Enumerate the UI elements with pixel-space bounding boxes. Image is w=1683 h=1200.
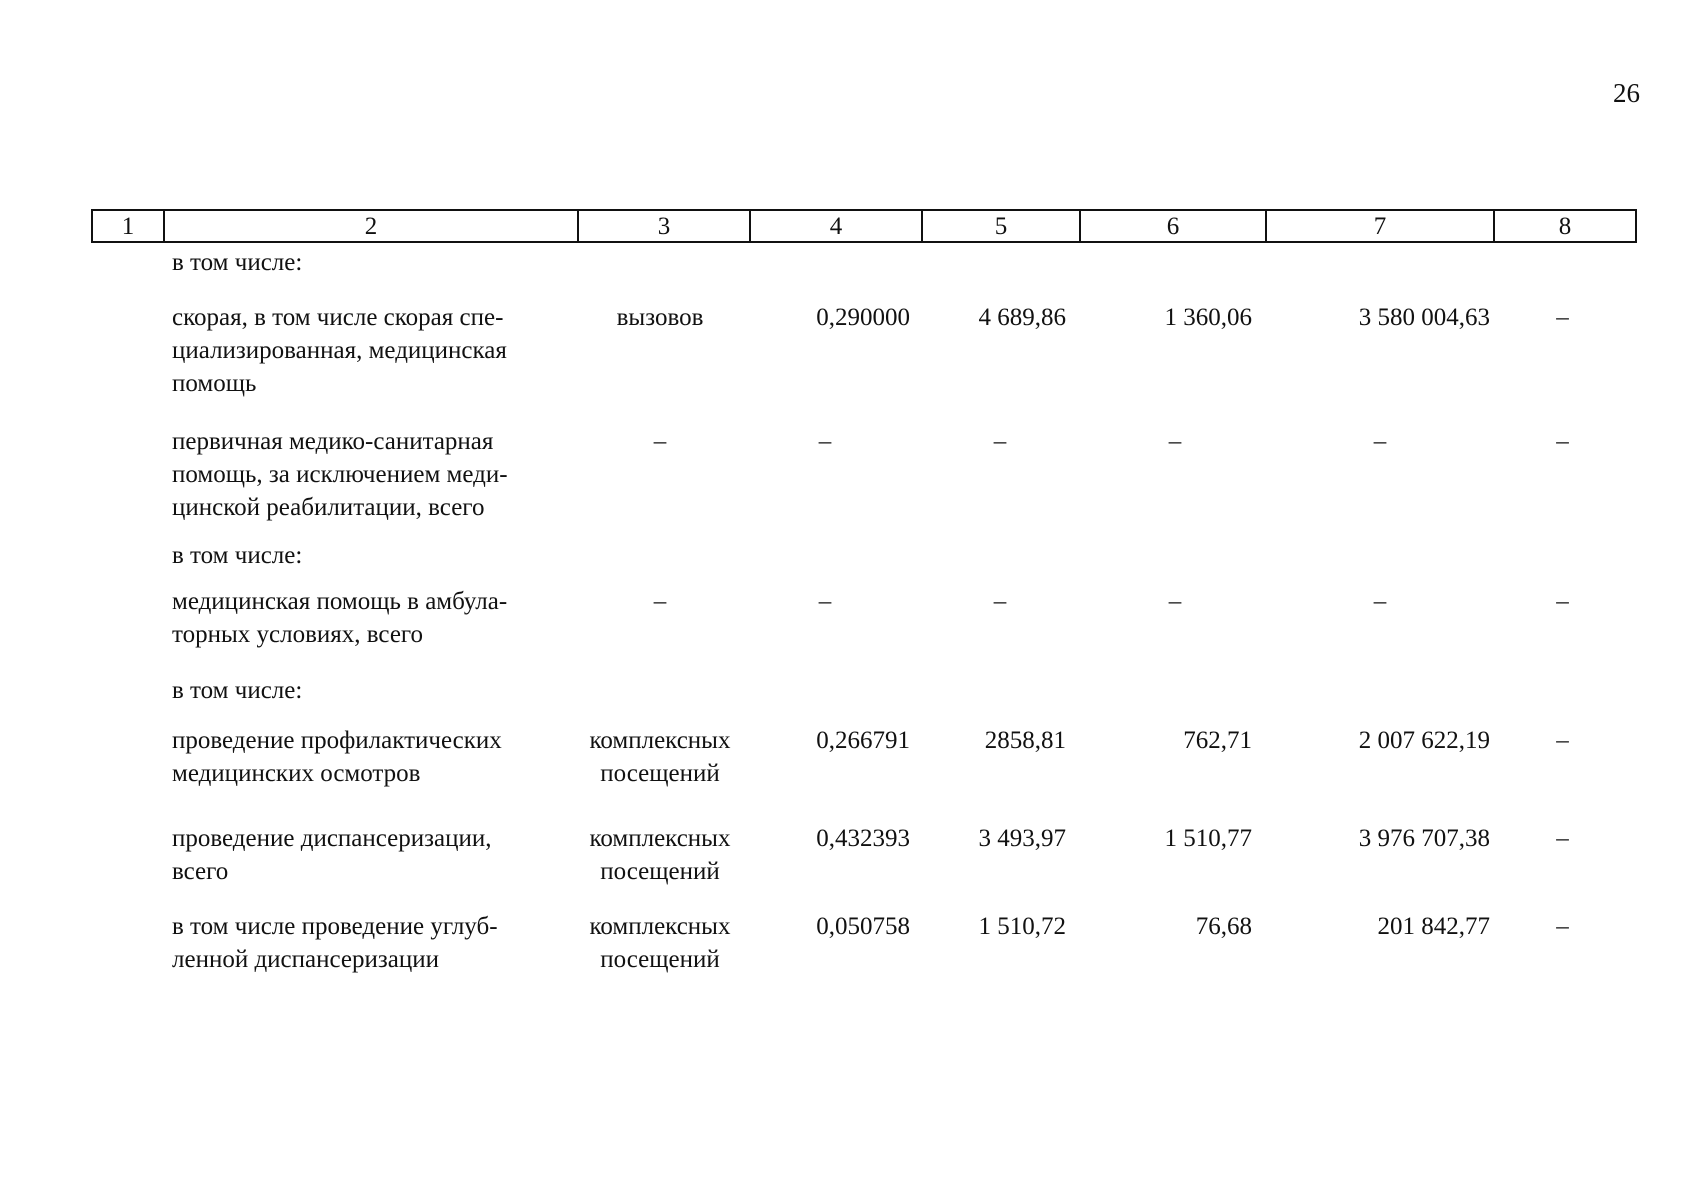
value-col7: 201 842,77: [1377, 913, 1490, 940]
row-description: проведение профилактических медицинских осмотров: [172, 727, 502, 787]
value-col7: –: [1373, 428, 1387, 455]
page-number: 26: [1613, 78, 1640, 108]
row-description: проведение диспансеризации, всего: [172, 825, 492, 885]
value-col7: 2 007 622,19: [1358, 727, 1490, 754]
value-col6: 762,71: [1183, 727, 1252, 754]
value-col4: –: [818, 428, 832, 455]
value-col7: 3 580 004,63: [1358, 304, 1490, 331]
value-col5: 1 510,72: [978, 913, 1066, 940]
value-col5: –: [993, 588, 1007, 615]
value-col4: –: [818, 588, 832, 615]
value-col6: 1 360,06: [1164, 304, 1252, 331]
value-col6: –: [1168, 588, 1182, 615]
column-number-2: 2: [164, 210, 578, 242]
row-description: медицинская помощь в амбула- торных условиях, всего: [172, 588, 508, 648]
row-description: в том числе:: [172, 677, 303, 704]
value-col6: 1 510,77: [1164, 825, 1252, 852]
column-number-7: 7: [1266, 210, 1494, 242]
value-col5: 4 689,86: [978, 304, 1066, 331]
row-description: в том числе:: [172, 542, 303, 569]
unit-cell: комплексных посещений: [589, 825, 731, 885]
value-col4: 0,432393: [816, 825, 910, 852]
value-col4: 0,050758: [816, 913, 910, 940]
value-col5: 3 493,97: [978, 825, 1066, 852]
value-col8: –: [1556, 588, 1569, 615]
unit-cell: комплексных посещений: [589, 913, 731, 973]
unit-cell: вызовов: [616, 304, 704, 331]
row-description: первичная медико-санитарная помощь, за исключением меди- цинской реабилитации, всего: [172, 428, 508, 521]
value-col4: 0,266791: [816, 727, 910, 754]
column-number-4: 4: [750, 210, 922, 242]
unit-cell: –: [653, 588, 667, 615]
unit-cell: –: [653, 428, 667, 455]
value-col5: 2858,81: [984, 727, 1066, 754]
value-col8: –: [1556, 304, 1569, 331]
value-col7: –: [1373, 588, 1387, 615]
value-col4: 0,290000: [816, 304, 910, 331]
value-col8: –: [1556, 825, 1569, 852]
column-number-6: 6: [1080, 210, 1266, 242]
row-description: скорая, в том числе скорая спе- циализированная, медицинская помощь: [172, 304, 507, 397]
value-col7: 3 976 707,38: [1358, 825, 1490, 852]
row-description: в том числе:: [172, 249, 303, 276]
value-col5: –: [993, 428, 1007, 455]
value-col8: –: [1556, 913, 1569, 940]
column-number-1: 1: [92, 210, 164, 242]
column-number-5: 5: [922, 210, 1080, 242]
unit-cell: комплексных посещений: [589, 727, 731, 787]
value-col6: –: [1168, 428, 1182, 455]
column-number-header: [91, 209, 1637, 243]
column-number-8: 8: [1494, 210, 1636, 242]
value-col6: 76,68: [1195, 913, 1252, 940]
value-col8: –: [1556, 727, 1569, 754]
row-description: в том числе проведение углуб- ленной диспансеризации: [172, 913, 498, 973]
value-col8: –: [1556, 428, 1569, 455]
column-number-3: 3: [578, 210, 750, 242]
